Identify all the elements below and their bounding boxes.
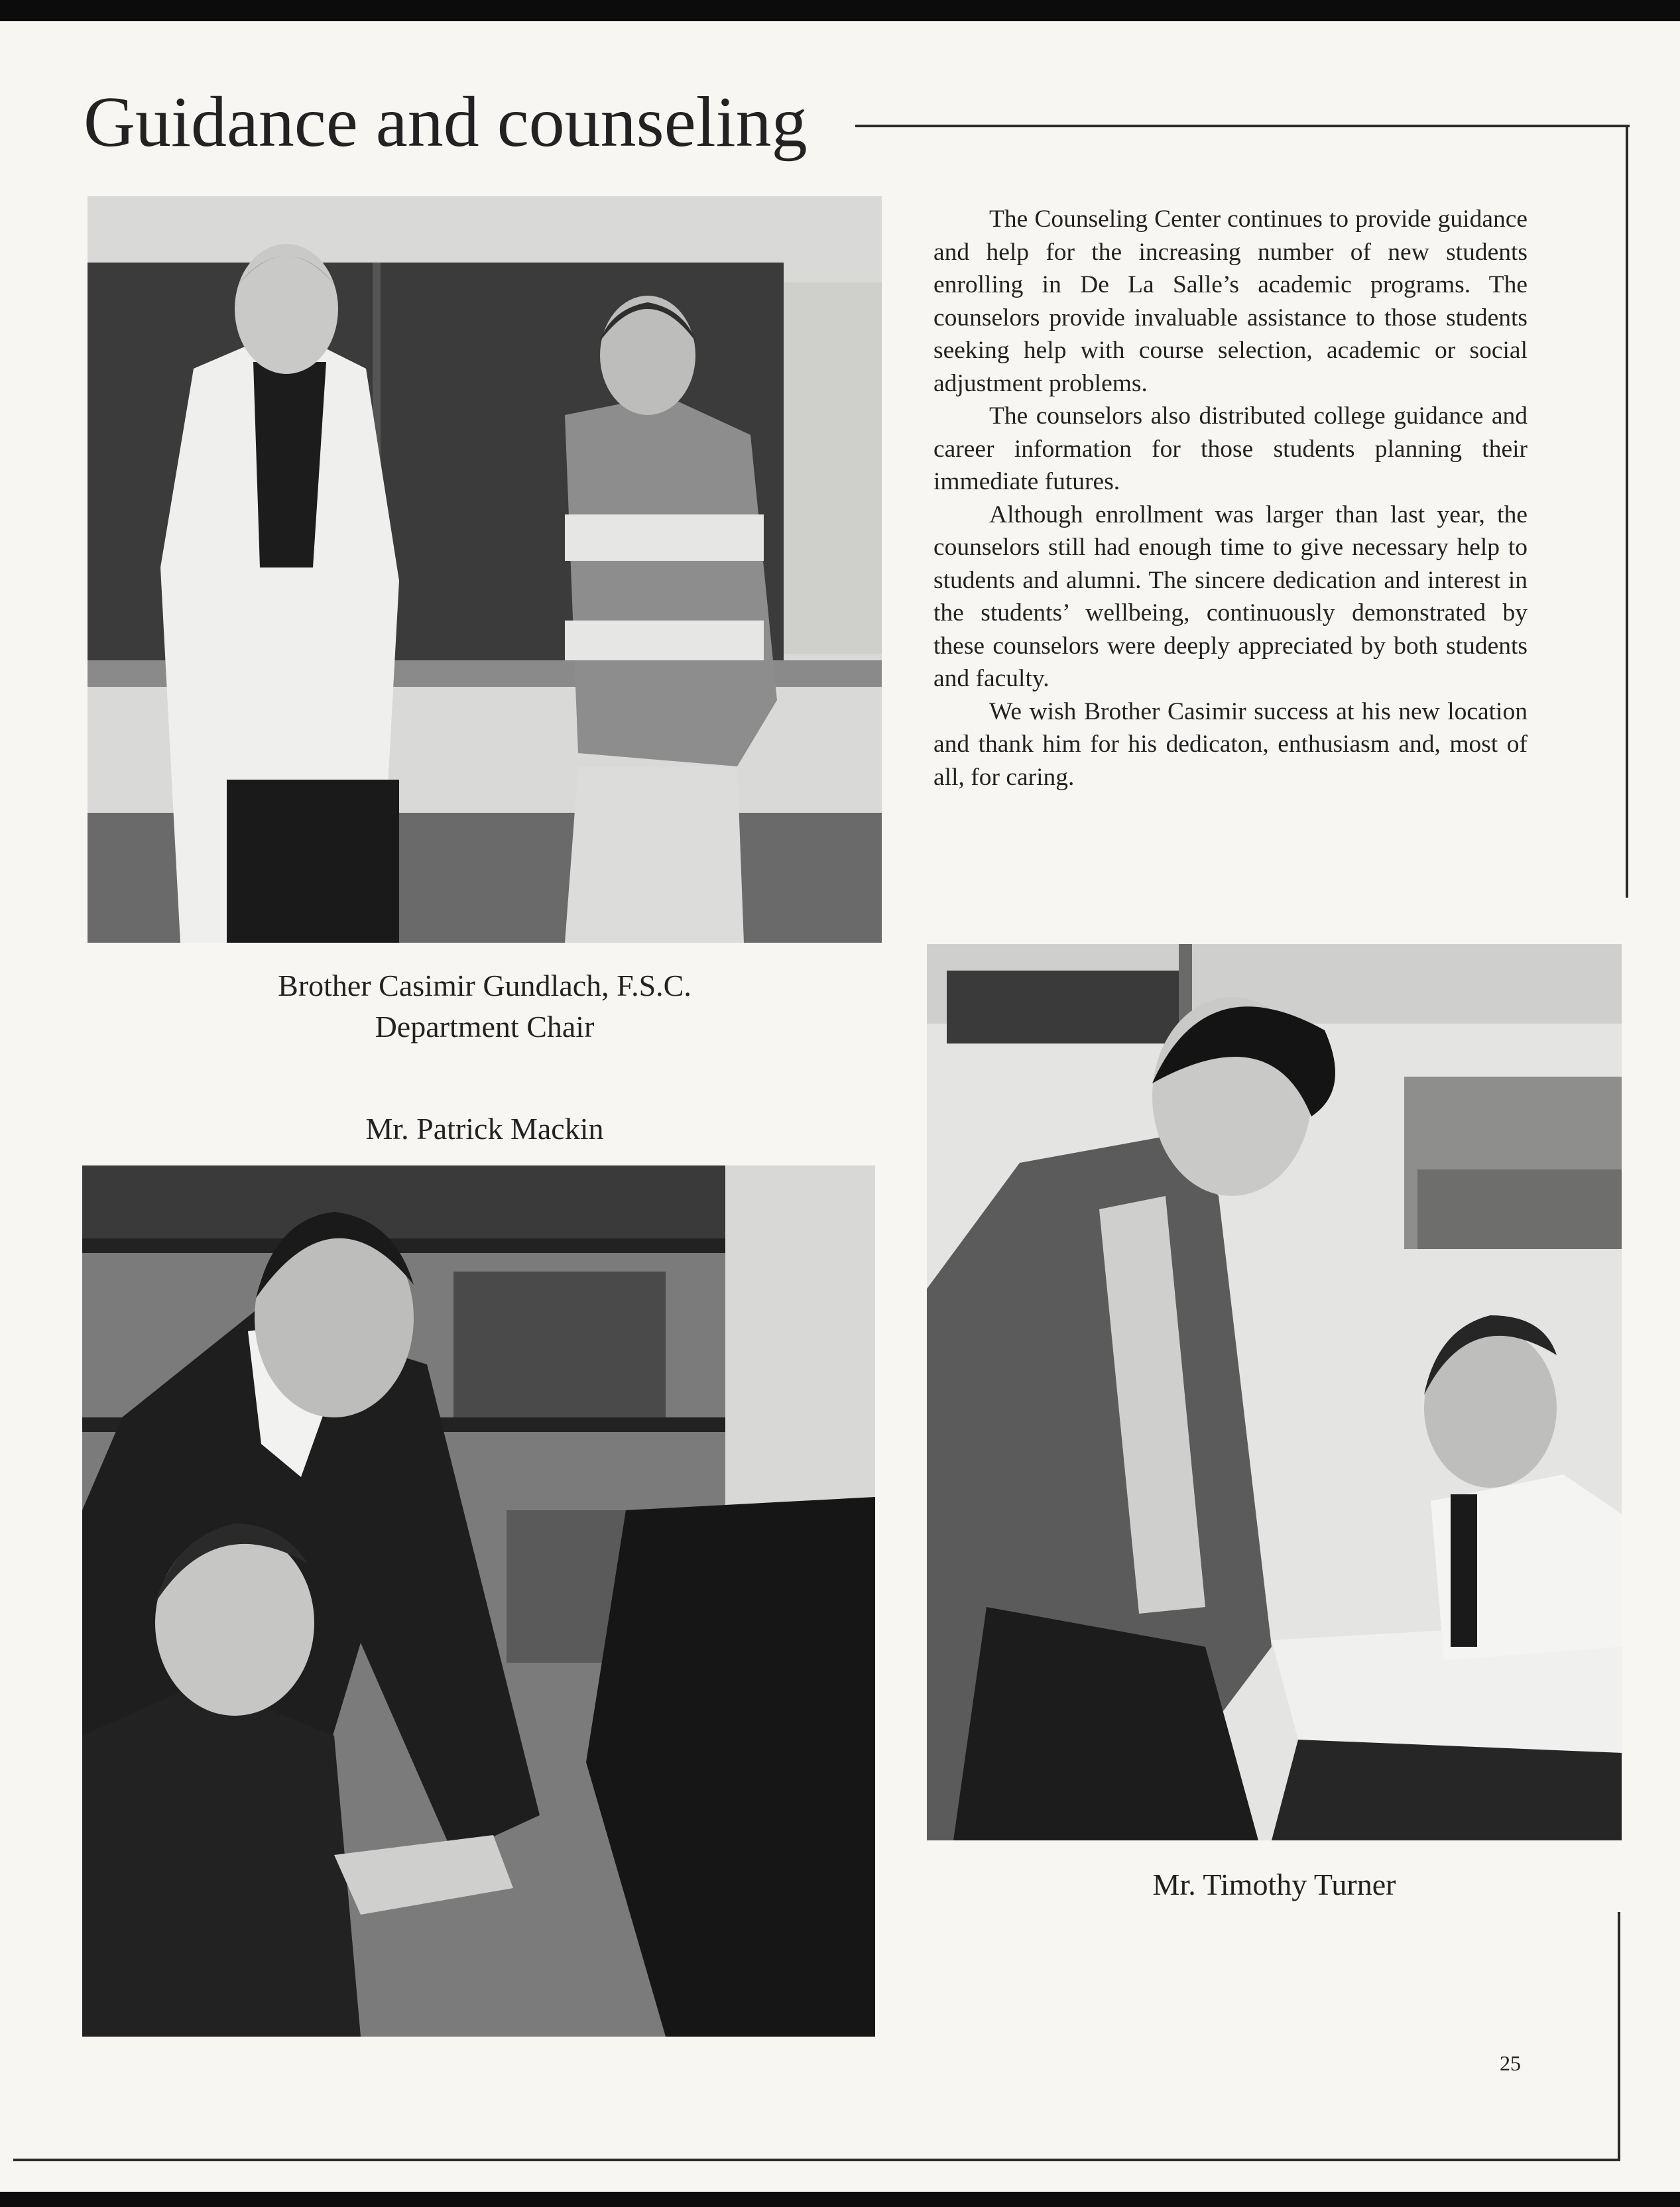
photo-casimir-with-student (88, 196, 882, 943)
frame-right-upper (1626, 125, 1628, 898)
photo-turner-with-student (927, 944, 1622, 1840)
title-rule (855, 125, 1630, 127)
article-text (933, 203, 1528, 794)
frame-right-lower (1618, 1912, 1620, 2161)
caption-casimir-title: Department Chair (375, 1010, 595, 1044)
scan-border-top (0, 0, 1680, 21)
article-paragraph: The counselors also distributed college guidance and career information for those students planning their immediate futures. (933, 402, 1528, 495)
page-number: 25 (1500, 2051, 1521, 2075)
page-title: Guidance and counseling (84, 83, 808, 162)
caption-casimir (88, 965, 882, 1047)
caption-casimir-name: Brother Casimir Gundlach, F.S.C. (278, 969, 691, 1002)
article-paragraph: The Counseling Center continues to provide guidance and help for the increasing number of new students enrolling in De La Salle’s academic programs. The counselors provide invaluable assistance to those students seeking help with course selection, academic or social adjustment problems. (933, 206, 1528, 397)
article-paragraph: We wish Brother Casimir success at his new location and thank him for his dedicaton, enthusiasm and, most of all, for caring. (933, 697, 1528, 791)
photo-mackin-with-student (82, 1165, 875, 2037)
article-paragraph: Although enrollment was larger than last year, the counselors still had enough time to give necessary help to students and alumni. The sincere dedication and interest in the students’ wellbeing, continuously demonstrated by these counselors were deeply appreciated by both students and faculty. (933, 501, 1528, 692)
caption-mackin: Mr. Patrick Mackin (365, 1112, 604, 1146)
scan-border-bottom (0, 2192, 1680, 2207)
caption-turner: Mr. Timothy Turner (1152, 1868, 1396, 1901)
frame-bottom-rule (13, 2159, 1620, 2161)
